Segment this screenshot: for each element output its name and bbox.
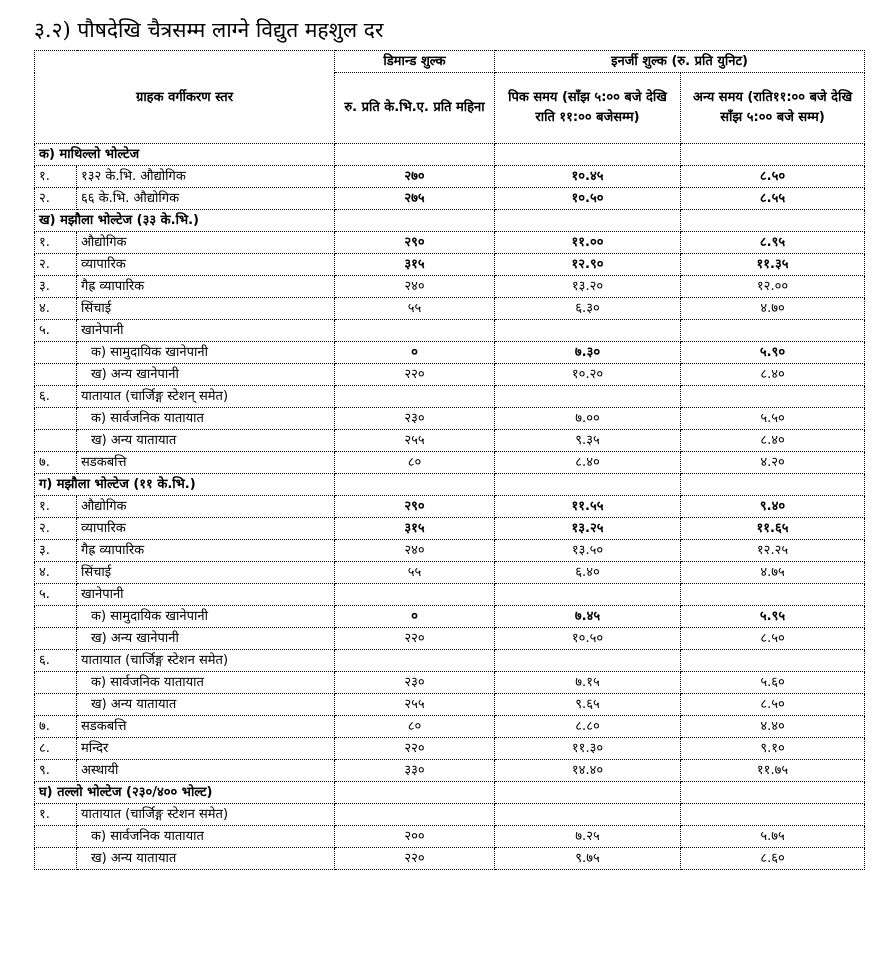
category-label: यातायात (चार्जिङ्ग स्टेशन समेत) (77, 650, 335, 672)
off-peak-time-header: अन्य समय (राति११:०० बजे देखि साँझ ५:०० बजे सम्म) (681, 73, 865, 144)
table-row (35, 276, 865, 298)
other-value: ९.४० (681, 496, 865, 518)
demand-value: ३१५ (335, 518, 495, 540)
category-label: सडकबत्ति (77, 716, 335, 738)
demand-value: ० (335, 606, 495, 628)
other-value: ११.६५ (681, 518, 865, 540)
row-number: २. (35, 518, 77, 540)
demand-value (335, 386, 495, 408)
energy-charge-header: इनर्जी शुल्क (रु. प्रति युनिट) (495, 51, 865, 73)
other-value: ८.५० (681, 694, 865, 716)
row-number: १. (35, 804, 77, 826)
table-row (35, 540, 865, 562)
demand-value: २३० (335, 408, 495, 430)
row-number: ४. (35, 298, 77, 320)
demand-value: २९० (335, 496, 495, 518)
demand-value (335, 804, 495, 826)
peak-value: १३.५० (495, 540, 681, 562)
demand-value: २३० (335, 672, 495, 694)
category-label: औद्योगिक (77, 496, 335, 518)
demand-value: ५५ (335, 298, 495, 320)
demand-value: २४० (335, 540, 495, 562)
demand-value: २२० (335, 364, 495, 386)
table-row (35, 606, 865, 628)
section-row (35, 144, 865, 166)
peak-value: १०.५० (495, 188, 681, 210)
table-row (35, 408, 865, 430)
peak-value: ७.३० (495, 342, 681, 364)
other-value (681, 804, 865, 826)
table-row (35, 232, 865, 254)
peak-value: ७.०० (495, 408, 681, 430)
empty-cell (681, 474, 865, 496)
section-row (35, 782, 865, 804)
peak-value: ९.६५ (495, 694, 681, 716)
row-number: २. (35, 188, 77, 210)
other-value: ४.७० (681, 298, 865, 320)
row-number (35, 826, 77, 848)
other-value: ४.२० (681, 452, 865, 474)
category-label: सिंचाई (77, 562, 335, 584)
peak-value (495, 650, 681, 672)
category-label: व्यापारिक (77, 518, 335, 540)
table-row (35, 364, 865, 386)
category-label: मन्दिर (77, 738, 335, 760)
empty-cell (495, 474, 681, 496)
table-row (35, 562, 865, 584)
demand-value: ८० (335, 716, 495, 738)
peak-time-header: पिक समय (साँझ ५:०० बजे देखि राति ११:०० बजेसम्म) (495, 73, 681, 144)
row-number: ६. (35, 386, 77, 408)
other-value: ८.४० (681, 430, 865, 452)
other-value: १२.०० (681, 276, 865, 298)
category-label: क) सार्वजनिक यातायात (77, 408, 335, 430)
category-label: सिंचाई (77, 298, 335, 320)
category-label: १३२ के.भि. औद्योगिक (77, 166, 335, 188)
empty-cell (335, 210, 495, 232)
peak-value: ७.४५ (495, 606, 681, 628)
peak-value: ८.४० (495, 452, 681, 474)
table-row (35, 496, 865, 518)
peak-value: ८.८० (495, 716, 681, 738)
row-number: १. (35, 232, 77, 254)
category-label: ख) अन्य यातायात (77, 848, 335, 870)
table-row (35, 738, 865, 760)
demand-value: २७० (335, 166, 495, 188)
peak-value: १२.९० (495, 254, 681, 276)
demand-value: ५५ (335, 562, 495, 584)
other-value: ११.७५ (681, 760, 865, 782)
row-number: ३. (35, 276, 77, 298)
table-row (35, 650, 865, 672)
category-label: व्यापारिक (77, 254, 335, 276)
section-row (35, 210, 865, 232)
category-label: गैह्र व्यापारिक (77, 276, 335, 298)
demand-value: २२० (335, 738, 495, 760)
other-value: ४.७५ (681, 562, 865, 584)
row-number (35, 606, 77, 628)
category-label: अस्थायी (77, 760, 335, 782)
demand-value: ३१५ (335, 254, 495, 276)
peak-value (495, 584, 681, 606)
empty-cell (335, 782, 495, 804)
other-value (681, 386, 865, 408)
row-number (35, 672, 77, 694)
demand-unit-header: रु. प्रति के.भि.ए. प्रति महिना (335, 73, 495, 144)
peak-value: १४.४० (495, 760, 681, 782)
demand-value: २२० (335, 848, 495, 870)
row-number: ४. (35, 562, 77, 584)
empty-cell (495, 144, 681, 166)
demand-value (335, 650, 495, 672)
category-header: ग्राहक वर्गीकरण स्तर (35, 51, 335, 144)
peak-value: ६.३० (495, 298, 681, 320)
demand-value: २०० (335, 826, 495, 848)
peak-value: ६.४० (495, 562, 681, 584)
demand-value: २५५ (335, 430, 495, 452)
demand-charge-header: डिमान्ड शुल्क (335, 51, 495, 73)
row-number (35, 408, 77, 430)
empty-cell (335, 144, 495, 166)
other-value: ८.५५ (681, 188, 865, 210)
table-row (35, 188, 865, 210)
category-label: क) सार्वजनिक यातायात (77, 672, 335, 694)
peak-value: १०.५० (495, 628, 681, 650)
table-row (35, 430, 865, 452)
table-row (35, 848, 865, 870)
empty-cell (681, 144, 865, 166)
tariff-table (34, 50, 865, 870)
category-label: ख) अन्य खानेपानी (77, 628, 335, 650)
demand-value: २४० (335, 276, 495, 298)
section-label: ख) मझौला भोल्टेज (३३ के.भि.) (35, 210, 335, 232)
row-number: ५. (35, 320, 77, 342)
empty-cell (495, 782, 681, 804)
peak-value: ९.३५ (495, 430, 681, 452)
row-number: ३. (35, 540, 77, 562)
other-value: ८.४० (681, 364, 865, 386)
empty-cell (495, 210, 681, 232)
section-row (35, 474, 865, 496)
table-row (35, 254, 865, 276)
table-row (35, 826, 865, 848)
demand-value (335, 320, 495, 342)
category-label: गैह्र व्यापारिक (77, 540, 335, 562)
table-row (35, 716, 865, 738)
table-row (35, 166, 865, 188)
row-number (35, 628, 77, 650)
other-value: ५.९० (681, 342, 865, 364)
empty-cell (681, 210, 865, 232)
empty-cell (335, 474, 495, 496)
row-number: २. (35, 254, 77, 276)
other-value: ५.६० (681, 672, 865, 694)
category-label: औद्योगिक (77, 232, 335, 254)
row-number (35, 694, 77, 716)
peak-value: ७.१५ (495, 672, 681, 694)
other-value: ८.५० (681, 628, 865, 650)
other-value: १२.२५ (681, 540, 865, 562)
demand-value: ८० (335, 452, 495, 474)
row-number: ७. (35, 716, 77, 738)
other-value (681, 320, 865, 342)
category-label: यातायात (चार्जिङ्ग स्टेशन समेत) (77, 804, 335, 826)
other-value (681, 584, 865, 606)
peak-value (495, 320, 681, 342)
category-label: ख) अन्य यातायात (77, 694, 335, 716)
row-number: १. (35, 166, 77, 188)
row-number (35, 364, 77, 386)
other-value (681, 650, 865, 672)
demand-value (335, 584, 495, 606)
other-value: ८.६० (681, 848, 865, 870)
other-value: ८.५० (681, 166, 865, 188)
table-row (35, 342, 865, 364)
demand-value: २२० (335, 628, 495, 650)
demand-value: ० (335, 342, 495, 364)
table-row (35, 672, 865, 694)
row-number: ८. (35, 738, 77, 760)
row-number (35, 430, 77, 452)
category-label: सडकबत्ति (77, 452, 335, 474)
category-label: क) सार्वजनिक यातायात (77, 826, 335, 848)
row-number (35, 342, 77, 364)
table-row (35, 584, 865, 606)
demand-value: २५५ (335, 694, 495, 716)
peak-value: १३.२० (495, 276, 681, 298)
category-label: ६६ के.भि. औद्योगिक (77, 188, 335, 210)
peak-value: ११.०० (495, 232, 681, 254)
table-row (35, 320, 865, 342)
peak-value: १०.२० (495, 364, 681, 386)
row-number: ७. (35, 452, 77, 474)
table-row (35, 760, 865, 782)
category-label: खानेपानी (77, 584, 335, 606)
peak-value: ७.२५ (495, 826, 681, 848)
demand-value: २९० (335, 232, 495, 254)
demand-value: ३३० (335, 760, 495, 782)
other-value: ५.७५ (681, 826, 865, 848)
category-label: यातायात (चार्जिङ्ग स्टेशन् समेत) (77, 386, 335, 408)
category-label: ख) अन्य यातायात (77, 430, 335, 452)
demand-value: २७५ (335, 188, 495, 210)
table-row (35, 694, 865, 716)
row-number: १. (35, 496, 77, 518)
section-label: ग) मझौला भोल्टेज (११ के.भि.) (35, 474, 335, 496)
category-label: क) सामुदायिक खानेपानी (77, 342, 335, 364)
row-number: ५. (35, 584, 77, 606)
other-value: ४.४० (681, 716, 865, 738)
section-label: घ) तल्लो भोल्टेज (२३०/४०० भोल्ट) (35, 782, 335, 804)
peak-value (495, 804, 681, 826)
peak-value (495, 386, 681, 408)
other-value: ५.५० (681, 408, 865, 430)
row-number (35, 848, 77, 870)
category-label: क) सामुदायिक खानेपानी (77, 606, 335, 628)
peak-value: ११.५५ (495, 496, 681, 518)
peak-value: १०.४५ (495, 166, 681, 188)
row-number: ९. (35, 760, 77, 782)
peak-value: ९.७५ (495, 848, 681, 870)
page-title: ३.२) पौषदेखि चैत्रसम्म लाग्ने विद्युत महशुल दर (34, 18, 384, 42)
peak-value: ११.३० (495, 738, 681, 760)
table-row (35, 386, 865, 408)
other-value: ११.३५ (681, 254, 865, 276)
row-number: ६. (35, 650, 77, 672)
other-value: ९.१० (681, 738, 865, 760)
other-value: ८.९५ (681, 232, 865, 254)
table-row (35, 452, 865, 474)
other-value: ५.९५ (681, 606, 865, 628)
table-row (35, 628, 865, 650)
category-label: ख) अन्य खानेपानी (77, 364, 335, 386)
section-label: क) माथिल्लो भोल्टेज (35, 144, 335, 166)
tariff-table-body (35, 144, 865, 870)
peak-value: १३.२५ (495, 518, 681, 540)
category-label: खानेपानी (77, 320, 335, 342)
empty-cell (681, 782, 865, 804)
table-row (35, 518, 865, 540)
table-row (35, 298, 865, 320)
table-row (35, 804, 865, 826)
